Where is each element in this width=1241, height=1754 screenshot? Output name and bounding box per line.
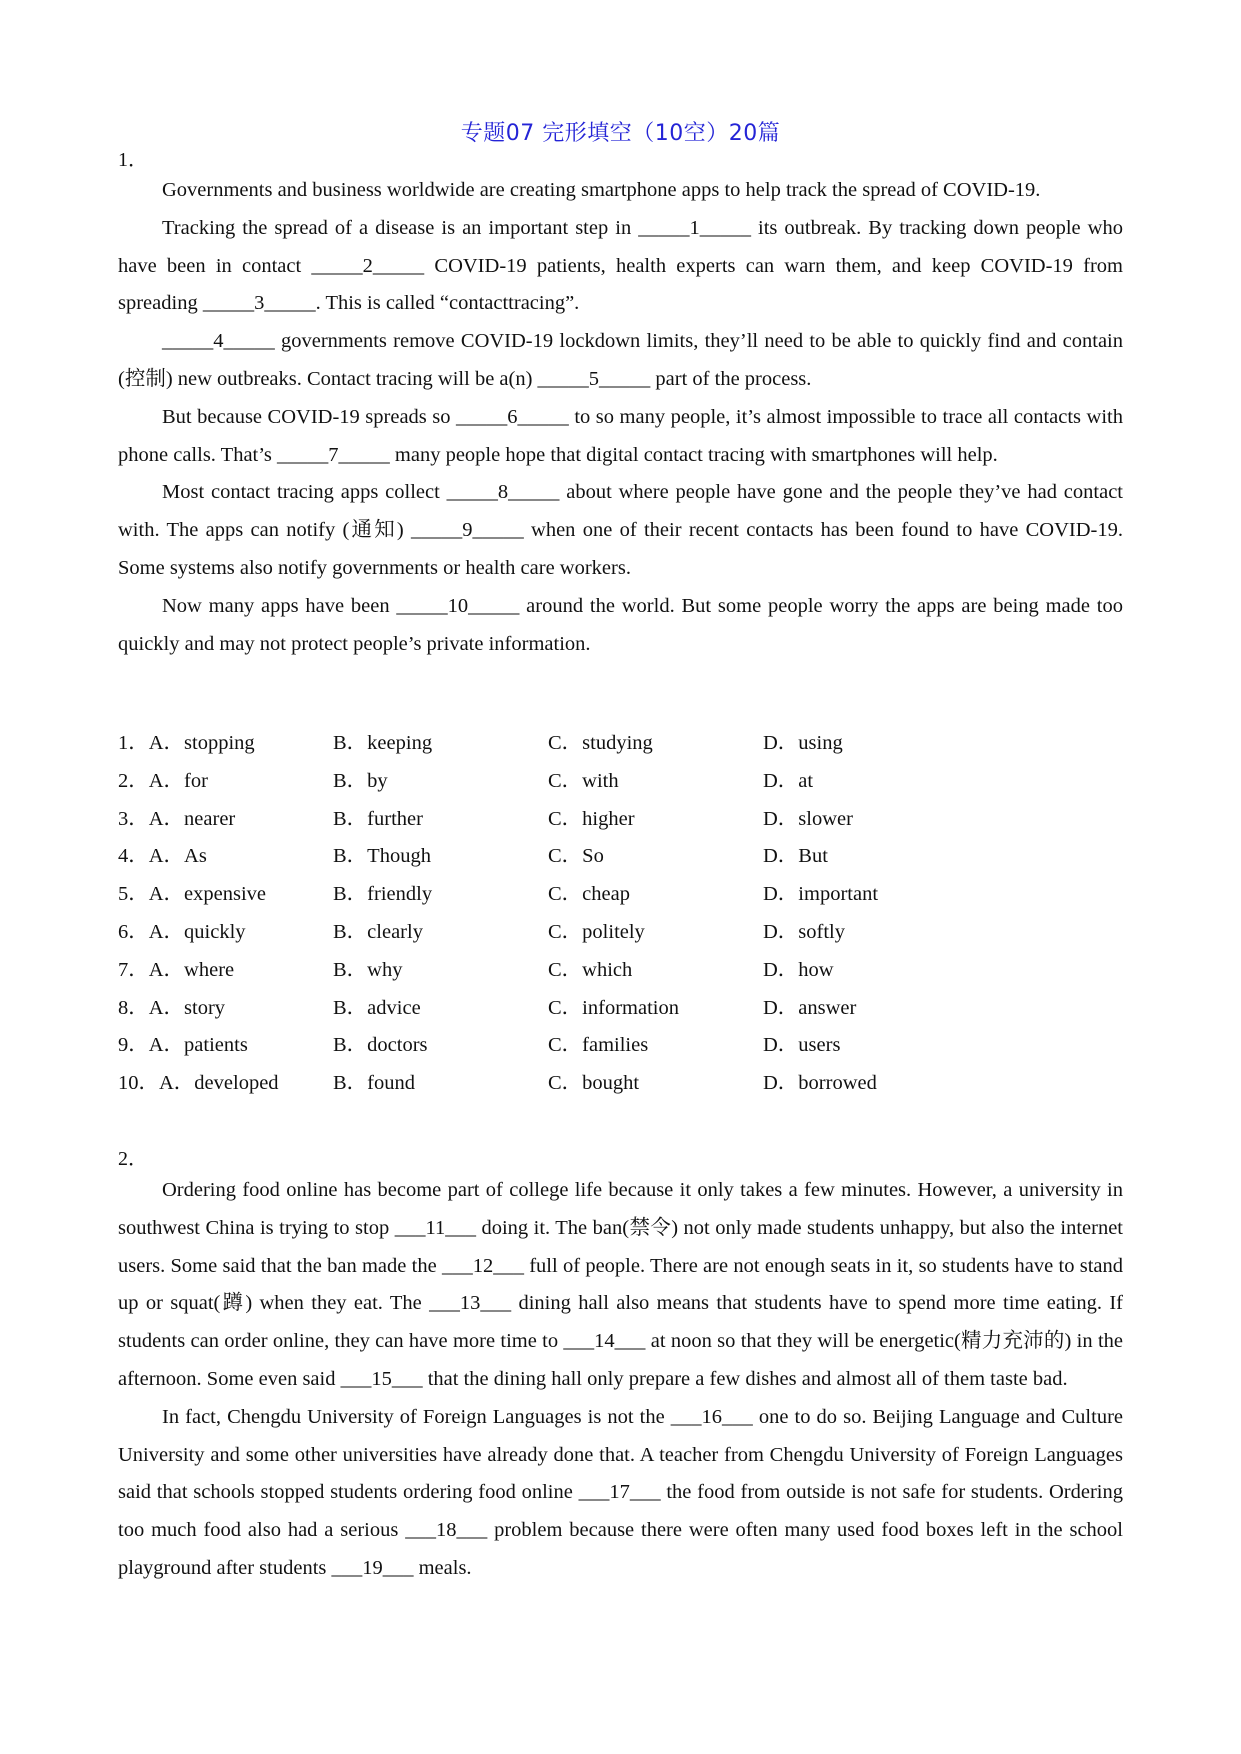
options-list-1 [118,725,1123,1103]
option-a: 9．A．patients [118,1034,248,1057]
option-c: C．So [548,845,604,868]
option-b: B．advice [333,996,421,1019]
passage-paragraph: _____4_____ governments remove COVID-19 lockdown limits, they’ll need to be able to quickly find and contain (控制) new outbreaks. Contact tracing will be a(n) _____5_____ part of the process. [118,330,1123,390]
option-row [118,763,1123,801]
option-row [118,952,1123,990]
option-b: B．Though [333,845,431,868]
option-row [118,801,1123,839]
option-c: C．information [548,996,679,1019]
option-d: D．users [763,1034,841,1057]
option-a: 7．A．where [118,958,235,981]
option-d: D．how [763,958,834,981]
option-d: D．answer [763,996,857,1019]
option-a: 8．A．story [118,996,226,1019]
passage-paragraph: But because COVID-19 spreads so _____6_____ to so many people, it’s almost impossible to trace all contacts with phone calls. That’s _____7_____ many people hope that digital contact tracing with smartphones will help. [118,405,1123,466]
option-c: C．cheap [548,883,630,906]
option-row [118,1027,1123,1065]
option-d: D．borrowed [763,1072,877,1095]
option-row [118,990,1123,1028]
option-c: C．bought [548,1072,640,1095]
option-b: B．why [333,958,403,981]
option-d: D．important [763,883,879,906]
option-row [118,838,1123,876]
option-a: 6．A．quickly [118,920,246,943]
document-title: 专题07 完形填空（10空）20篇 [460,121,781,146]
option-a: 10．A．developed [118,1072,279,1095]
question-number-1: 1． [118,149,148,171]
option-b: B．found [333,1072,415,1095]
option-b: B．keeping [333,732,433,754]
option-row [118,1065,1123,1103]
option-a: 5．A．expensive [118,883,267,906]
option-c: C．higher [548,807,635,830]
option-c: C．families [548,1034,649,1057]
passage-2 [118,1172,1123,1588]
option-d: D．using [763,732,843,754]
option-a: 4．A．As [118,845,207,868]
passage-paragraph: Ordering food online has become part of college life because it only takes a few minutes. However, a university in southwest China is trying to stop ___11___ doing it. The ban(禁令) not only made students unhappy, but also the internet users. Some said that the ban made the ___12___ full of people. There are not enough seats in it, so students have to stand up or squat(蹲) when they eat. The ___13___ dining hall also means that students have to spend more time eating. If students can order online, they can have more time to ___14___ at noon so that they will be energetic(精力充沛的) in the afternoon. Some even said ___15___ that the dining hall only prepare a few dishes and almost all of them taste bad. [118,1179,1123,1390]
option-a: 2．A．for [118,769,208,792]
passage-paragraph: Governments and business worldwide are creating smartphone apps to help track the spread of COVID-19. [162,179,1041,201]
option-row [118,914,1123,952]
passage-paragraph: Now many apps have been _____10_____ around the world. But some people worry the apps are being made too quickly and may not protect people’s private information. [118,594,1123,655]
option-row [118,725,1123,763]
passage-paragraph: In fact, Chengdu University of Foreign Languages is not the ___16___ one to do so. Beijing Language and Culture University and some other universities have already done that. A teacher from Chengdu University of Foreign Languages said that schools stopped students ordering food online ___17___ the food from outside is not safe for students. Ordering too much food also had a serious ___18___ problem because there were often many used food boxes left in the school playground after students ___19___ meals. [118,1405,1123,1579]
option-d: D．But [763,845,828,868]
question-number-2: 2． [118,1148,148,1170]
option-a: 1．A．stopping [118,732,255,754]
option-b: B．friendly [333,883,433,906]
option-c: C．which [548,958,633,981]
option-c: C．studying [548,732,653,754]
option-a: 3．A．nearer [118,807,236,830]
option-d: D．softly [763,920,845,943]
option-b: B．clearly [333,920,423,943]
passage-1 [118,172,1123,663]
passage-paragraph: Tracking the spread of a disease is an important step in _____1_____ its outbreak. By tracking down people who have been in contact _____2_____ COVID-19 patients, health experts can warn them, and keep COVID-19 from spreading _____3_____. This is called “contacttracing”. [118,216,1123,315]
option-row [118,876,1123,914]
option-b: B．doctors [333,1034,428,1057]
option-b: B．by [333,769,388,792]
option-d: D．slower [763,807,853,830]
passage-paragraph: Most contact tracing apps collect _____8_____ about where people have gone and the people they’ve had contact with. The apps can notify (通知) _____9_____ when one of their recent contacts has been found to have COVID-19. Some systems also notify governments or health care workers. [118,481,1123,579]
option-d: D．at [763,769,814,792]
option-b: B．further [333,807,423,830]
option-c: C．politely [548,920,645,943]
option-c: C．with [548,769,619,792]
